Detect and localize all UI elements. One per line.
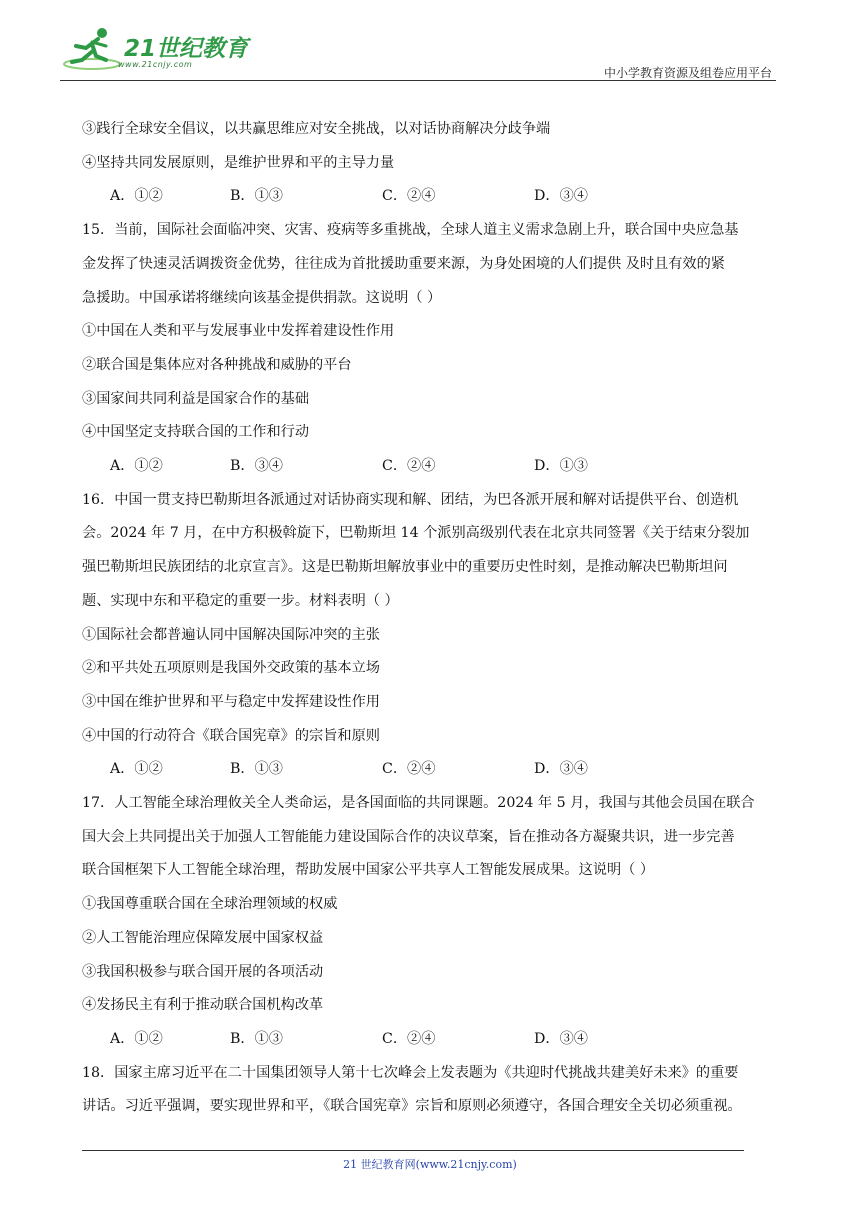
- text-line: 国大会上共同提出关于加强人工智能能力建设国际合作的决议草案，旨在推动各方凝聚共识，进一步完善: [82, 829, 735, 845]
- text-line: 16．中国一贯支持巴勒斯坦各派通过对话协商实现和解、团结，为巴各派开展和解对话提供平台、创造机: [82, 492, 739, 508]
- answer-option[interactable]: D．③④: [534, 188, 588, 204]
- answer-option[interactable]: C．②④: [382, 761, 436, 777]
- text-line: ③国家间共同利益是国家合作的基础: [82, 391, 310, 407]
- answer-option[interactable]: C．②④: [382, 188, 436, 204]
- answer-option[interactable]: C．②④: [382, 1031, 436, 1047]
- header-platform-text: 中小学教育资源及组卷应用平台: [603, 66, 772, 80]
- text-line: 18．国家主席习近平在二十国集团领导人第十七次峰会上发表题为《共迎时代挑战共建美好未来》的重要: [82, 1065, 739, 1081]
- text-line: ④发扬民主有利于推动联合国机构改革: [82, 997, 324, 1013]
- text-line: 会。2024 年 7 月，在中方积极斡旋下，巴勒斯坦 14 个派别高级别代表在北京共同签署《关于结束分裂加: [82, 525, 750, 541]
- answer-option[interactable]: A．①②: [110, 761, 163, 777]
- answer-option[interactable]: A．①②: [110, 458, 163, 474]
- text-line: ②和平共处五项原则是我国外交政策的基本立场: [82, 660, 380, 676]
- runner-icon: [62, 24, 122, 76]
- text-line: 强巴勒斯坦民族团结的北京宣言》。这是巴勒斯坦解放事业中的重要历史性时刻，是推动解决巴勒斯坦问: [82, 559, 728, 575]
- footer-link[interactable]: 21 世纪教育网(www.21cnjy.com): [343, 1158, 517, 1171]
- text-line: ①国际社会都普遍认同中国解决国际冲突的主张: [82, 627, 380, 643]
- answer-option[interactable]: B．①③: [230, 761, 283, 777]
- text-line: 题、实现中东和平稳定的重要一步。材料表明（ ）: [82, 593, 399, 609]
- answer-option[interactable]: A．①②: [110, 188, 163, 204]
- text-line: ④坚持共同发展原则，是维护世界和平的主导力量: [82, 155, 395, 171]
- text-line: ④中国坚定支持联合国的工作和行动: [82, 424, 310, 440]
- text-line: ③践行全球安全倡议，以共赢思维应对安全挑战，以对话协商解决分歧争端: [82, 121, 551, 137]
- site-logo[interactable]: [62, 24, 282, 78]
- answer-option[interactable]: B．①③: [230, 1031, 283, 1047]
- text-line: ④中国的行动符合《联合国宪章》的宗旨和原则: [82, 728, 380, 744]
- text-line: 讲话。习近平强调，要实现世界和平，《联合国宪章》宗旨和原则必须遵守，各国合理安全关切必须重视。: [82, 1098, 742, 1114]
- text-line: ②人工智能治理应保障发展中国家权益: [82, 930, 324, 946]
- text-line: ③我国积极参与联合国开展的各项活动: [82, 964, 324, 980]
- text-line: ①我国尊重联合国在全球治理领域的权威: [82, 896, 338, 912]
- logo-url: www.21cnjy.com: [118, 60, 193, 69]
- text-line: 联合国框架下人工智能全球治理，帮助发展中国家公平共享人工智能发展成果。这说明（ ）: [82, 862, 655, 878]
- text-line: 17．人工智能全球治理攸关全人类命运，是各国面临的共同课题。2024 年 5 月，我国与其他会员国在联合: [82, 795, 755, 811]
- footer-divider: [82, 1150, 744, 1151]
- logo-text: 21世纪教育: [124, 36, 249, 62]
- header-divider: [60, 80, 776, 81]
- text-line: 15．当前，国际社会面临冲突、灾害、疫病等多重挑战，全球人道主义需求急剧上升，联合国中央应急基: [82, 222, 739, 238]
- answer-option[interactable]: D．①③: [534, 458, 588, 474]
- text-line: 金发挥了快速灵活调拨资金优势，往往成为首批援助重要来源，为身处困境的人们提供 及时且有效的紧: [82, 256, 725, 272]
- text-line: 急援助。中国承诺将继续向该基金提供捐款。这说明（ ）: [82, 290, 442, 306]
- text-line: ③中国在维护世界和平与稳定中发挥建设性作用: [82, 694, 380, 710]
- answer-option[interactable]: B．③④: [230, 458, 283, 474]
- answer-option[interactable]: D．③④: [534, 761, 588, 777]
- answer-option[interactable]: B．①③: [230, 188, 283, 204]
- answer-option[interactable]: C．②④: [382, 458, 436, 474]
- text-line: ①中国在人类和平与发展事业中发挥着建设性作用: [82, 323, 395, 339]
- text-line: ②联合国是集体应对各种挑战和威胁的平台: [82, 357, 352, 373]
- answer-option[interactable]: D．③④: [534, 1031, 588, 1047]
- answer-option[interactable]: A．①②: [110, 1031, 163, 1047]
- page-header: [60, 22, 780, 80]
